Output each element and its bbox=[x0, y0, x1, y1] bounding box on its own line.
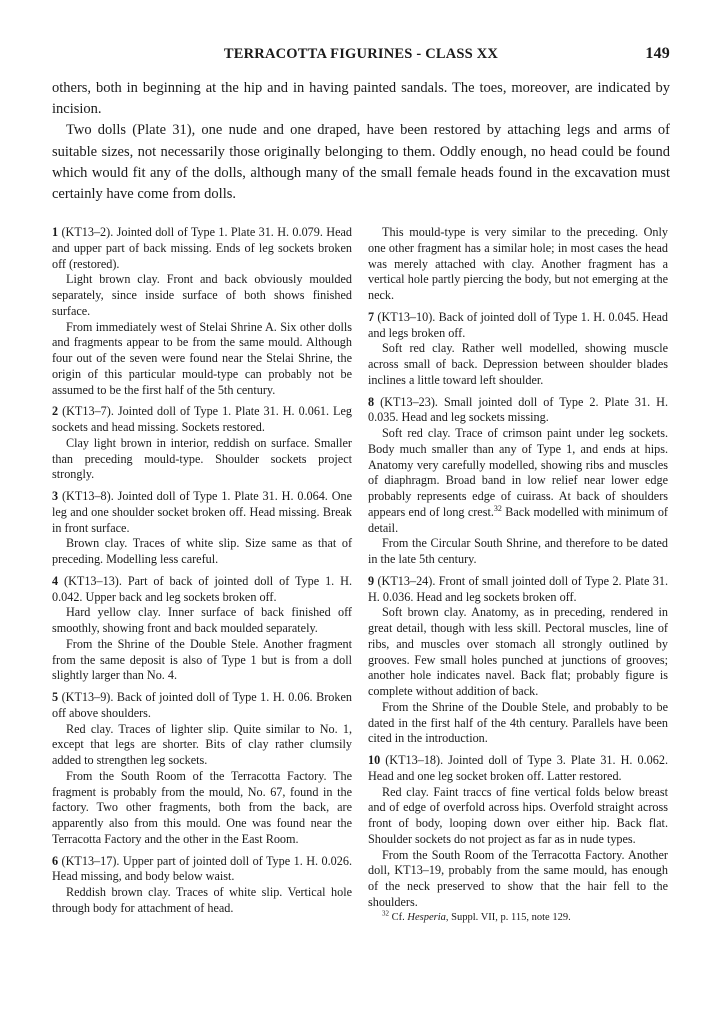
footnote bbox=[368, 911, 668, 925]
entry-number: 4 bbox=[52, 573, 59, 588]
catalogue-entry bbox=[368, 574, 668, 747]
entry-number: 10 bbox=[368, 753, 381, 767]
left-column bbox=[52, 225, 352, 917]
entry-description: (KT13–23). Small jointed doll of Type 2. Plate 31. H. 0.035. Head and leg sockets missing. bbox=[368, 394, 668, 425]
entry-number: 7 bbox=[368, 309, 375, 324]
entry-paragraph: From the Circular South Shrine, and therefore to be dated in the late 5th century. bbox=[368, 536, 668, 566]
catalogue-entry bbox=[52, 489, 352, 568]
entry-paragraph: Hard yellow clay. Inner surface of back finished off smoothly, showing front and back moulded separately. bbox=[52, 605, 352, 635]
entry-heading bbox=[368, 753, 668, 785]
footnote-marker: 32 bbox=[382, 909, 389, 917]
entry-paragraph: From the Shrine of the Double Stele. Another fragment from the same deposit is also of Type 1 but is from a doll slightly larger than No. 4. bbox=[52, 636, 352, 683]
entry-heading bbox=[368, 574, 668, 606]
entry-paragraph: Red clay. Traces of lighter slip. Quite similar to No. 1, except that legs are shorter. Bits of clay rather clumsily added to strengthen leg sockets. bbox=[52, 721, 352, 767]
footnote-journal: Hesperia bbox=[407, 911, 446, 923]
entry-heading bbox=[52, 225, 352, 272]
catalogue-entry bbox=[368, 395, 668, 568]
entry-paragraph: From immediately west of Stelai Shrine A. Six other dolls and fragments appear to be from the same mould. Although four out of the seven were found near the Stelai Shrine, the origin of this particular mould-type can probably not be assumed to be the first half of the 5th century. bbox=[52, 319, 352, 397]
entry-paragraph: Red clay. Faint traccs of fine vertical folds below breast and of edge of overfold across hips. Overfold straight across front of body, looping down over either hip. Back flat. Shoulder sockets do not project as far as in nude types. bbox=[368, 784, 668, 846]
entry-paragraph: Reddish brown clay. Traces of white slip. Vertical hole through body for attachment of head. bbox=[52, 885, 352, 915]
entry-number: 2 bbox=[52, 404, 59, 419]
entry-paragraph: From the Shrine of the Double Stele, and probably to be dated in the first half of the 4th century. Parallels have been cited in the introduction. bbox=[368, 699, 668, 746]
entry-description: (KT13–8). Jointed doll of Type 1. Plate 31. H. 0.064. One leg and one shoulder socket broken off. Head missing. Break in front surface. bbox=[52, 489, 352, 535]
catalogue-entry bbox=[368, 310, 668, 389]
entry-heading bbox=[52, 574, 352, 606]
catalogue-entry bbox=[52, 225, 352, 398]
catalogue-entry bbox=[368, 753, 668, 911]
entry-heading bbox=[368, 310, 668, 342]
entry-number: 6 bbox=[52, 853, 59, 868]
entry-heading bbox=[52, 854, 352, 886]
entry-number: 3 bbox=[52, 489, 59, 503]
entry-text: Soft red clay. Trace of crimson paint under leg sockets. Body much smaller than any of Type 1, and ends at hips. Anatomy very carefully modelled, showing ribs and muscles of diaphragm. Broad band in low relief near lower edge probably represents edge of cuirass. At back of shoulders appears end of long crest. bbox=[368, 426, 668, 519]
entry-number: 1 bbox=[52, 225, 59, 239]
entry-description: (KT13–18). Jointed doll of Type 3. Plate 31. H. 0.062. Head and one leg socket broken off. Latter restored. bbox=[368, 753, 668, 783]
entry-paragraph: Soft brown clay. Anatomy, as in preceding, rendered in great detail, though with less skill. Pectoral muscles, line of ribs, and muscles over stomach all strongly outlined by grooves. Few small holes punched at junctions of grooves; another hole indicates navel. Back flat; probably figure is complete without addition of back. bbox=[368, 605, 668, 698]
entry-number: 8 bbox=[368, 394, 375, 409]
entry-heading bbox=[52, 489, 352, 536]
right-column bbox=[368, 225, 668, 925]
entry-description: (KT13–17). Upper part of jointed doll of Type 1. H. 0.026. Head missing, and body below waist. bbox=[52, 853, 352, 884]
entry-heading bbox=[368, 395, 668, 427]
entry-paragraph: Clay light brown in interior, reddish on surface. Smaller than preceding mould-type. Shoulder sockets project strongly. bbox=[52, 435, 352, 482]
entry-number: 5 bbox=[52, 690, 59, 704]
catalogue-entry bbox=[52, 404, 352, 483]
catalogue-entry bbox=[52, 574, 352, 684]
entry-description: (KT13–7). Jointed doll of Type 1. Plate 31. H. 0.061. Leg sockets and head missing. Sockets restored. bbox=[52, 404, 352, 434]
entry-heading bbox=[52, 404, 352, 436]
running-header bbox=[52, 46, 670, 68]
running-title: TERRACOTTA FIGURINES - CLASS XX bbox=[223, 46, 499, 62]
entry-description: (KT13–10). Back of jointed doll of Type 1. H. 0.045. Head and legs broken off. bbox=[368, 309, 668, 340]
entry-description: (KT13–9). Back of jointed doll of Type 1. H. 0.06. Broken off above shoulders. bbox=[52, 690, 352, 720]
entry-paragraph: Brown clay. Traces of white slip. Size same as that of preceding. Modelling less careful. bbox=[52, 536, 352, 566]
entry-heading bbox=[52, 690, 352, 722]
intro-paragraph: others, both in beginning at the hip and in having painted sandals. The toes, moreover, are indicated by incision. bbox=[52, 80, 670, 118]
entry-paragraph: From the South Room of the Terracotta Factory. Another doll, KT13–19, probably from the same mould, has enough of the neck preserved to show that the hair fell to the shoulders. bbox=[368, 847, 668, 909]
footnote-text: , Suppl. VII, p. 115, note 129. bbox=[445, 911, 571, 923]
intro-text bbox=[52, 78, 670, 205]
entry-paragraph: From the South Room of the Terracotta Factory. The fragment is probably from the mould, No. 67, found in the factory. Two other fragments, both from the back, are apparently also from this mould. One was found near the Terracotta Factory and the other in the East Room. bbox=[52, 768, 352, 846]
continued-paragraph bbox=[368, 225, 668, 304]
entry-paragraph bbox=[368, 426, 668, 536]
entry-description: (KT13–13). Part of back of jointed doll of Type 1. H. 0.042. Upper back and leg sockets broken off. bbox=[52, 573, 352, 604]
entry-paragraph: Light brown clay. Front and back obviously moulded separately, since inside surface of both shows finished surface. bbox=[52, 272, 352, 318]
entry-number: 9 bbox=[368, 573, 375, 588]
entry-paragraph: This mould-type is very similar to the preceding. Only one other fragment has a similar hole; in most cases the head was merely attached with clay. Another fragment has a vertical hole partly piercing the body, but not emerging at the neck. bbox=[368, 225, 668, 302]
page-number: 149 bbox=[645, 45, 670, 62]
intro-paragraph: Two dolls (Plate 31), one nude and one draped, have been restored by attaching legs and arms of suitable sizes, not necessarily those originally belonging to them. Oddly enough, no head could be found which would fit any of the dolls, although many of the small female heads found in the excavation must certainly have come from dolls. bbox=[52, 122, 670, 203]
entry-description: (KT13–2). Jointed doll of Type 1. Plate 31. H. 0.079. Head and upper part of back missing. Ends of leg sockets broken off (restored). bbox=[52, 225, 352, 271]
footnote-text: Cf. bbox=[389, 911, 408, 923]
entry-paragraph: Soft red clay. Rather well modelled, showing muscle across small of back. Depression between shoulder blades inclines a little toward left shoulder. bbox=[368, 341, 668, 387]
catalogue-entry bbox=[52, 854, 352, 917]
entry-description: (KT13–24). Front of small jointed doll of Type 2. Plate 31. H. 0.036. Head and leg sockets broken off. bbox=[368, 573, 668, 604]
entry-text: Back modelled with minimum of detail. bbox=[368, 504, 668, 535]
catalogue-entry bbox=[52, 690, 352, 848]
footnote-reference: 32 bbox=[493, 503, 502, 513]
